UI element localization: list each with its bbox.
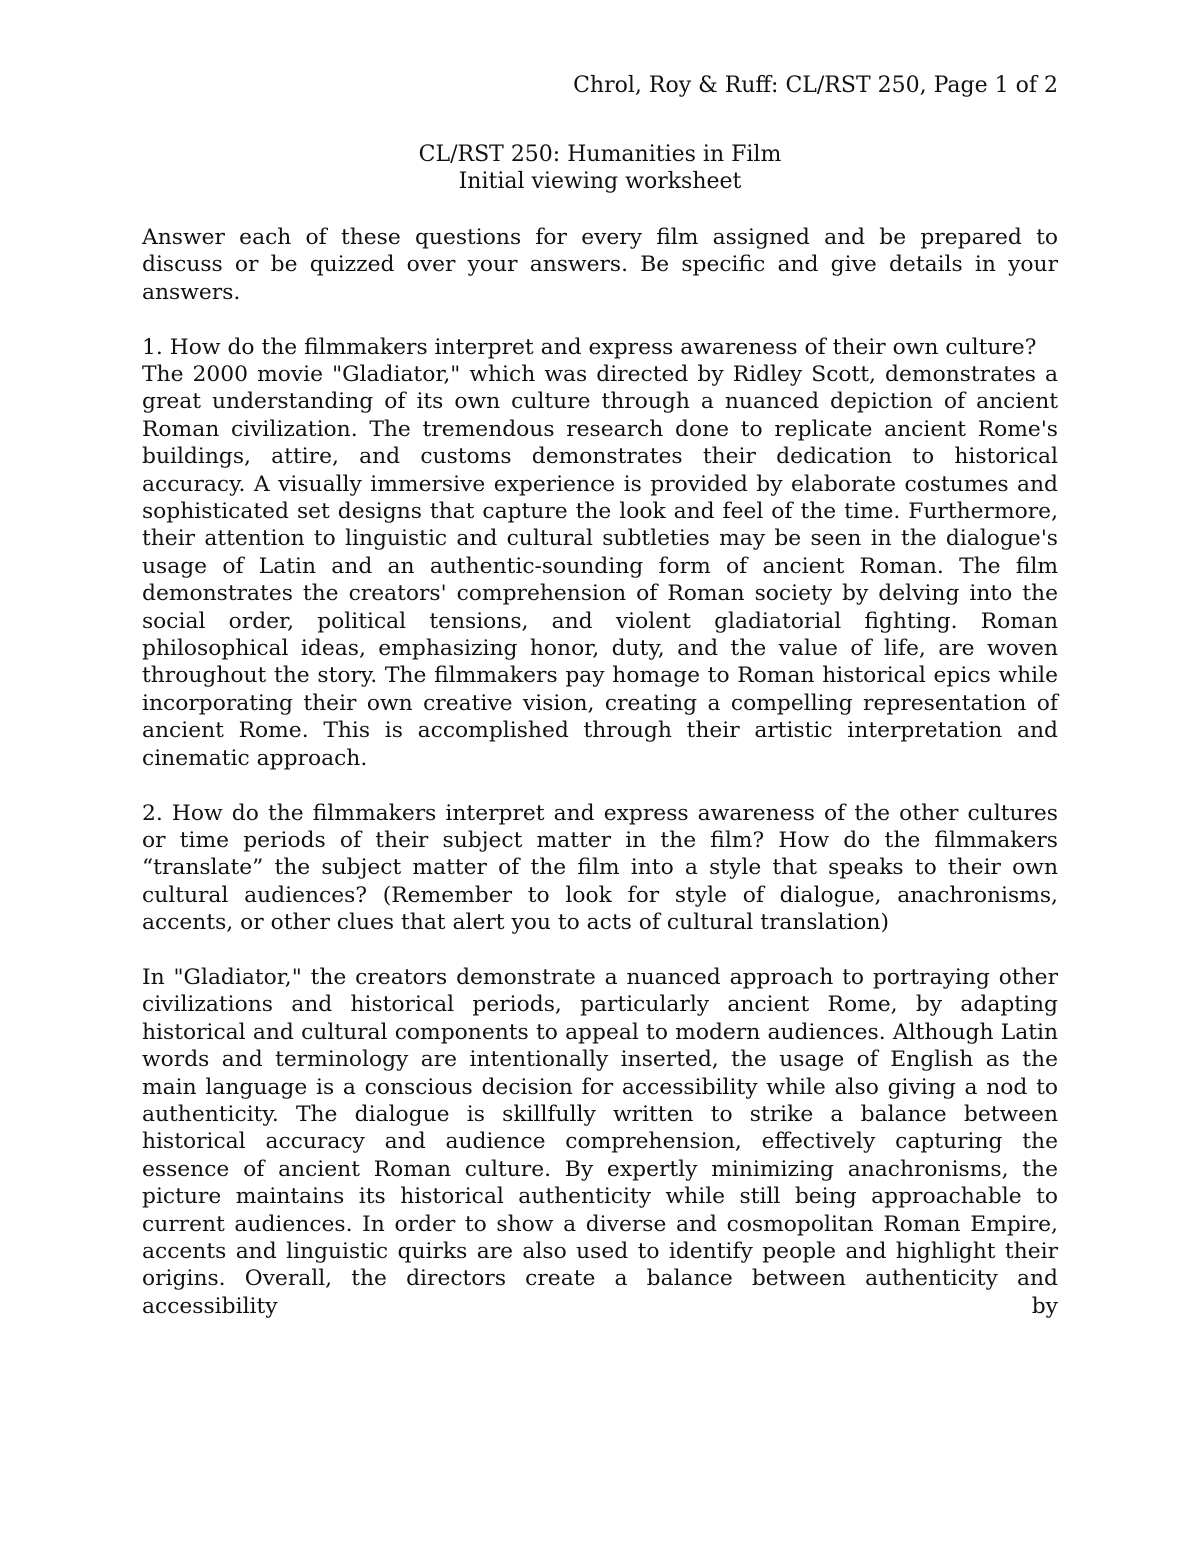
- document-body: [142, 224, 1058, 1320]
- course-title: CL/RST 250: Humanities in Film: [418, 142, 782, 167]
- title-block: [142, 141, 1058, 196]
- question-1-answer: The 2000 movie "Gladiator," which was directed by Ridley Scott, demonstrates a great understanding of its own culture through a nuanced depiction of ancient Roman civilization. The tremendous research done to replicate ancient Rome's buildings, attire, and customs demonstrates their dedication to historical accuracy. A visually immersive experience is provided by elaborate costumes and sophisticated set designs that capture the look and feel of the time. Furthermore, their attention to linguistic and cultural subtleties may be seen in the dialogue's usage of Latin and an authentic-sounding form of ancient Roman. The film demonstrates the creators' comprehension of Roman society by delving into the social order, political tensions, and violent gladiatorial fighting. Roman philosophical ideas, emphasizing honor, duty, and the value of life, are woven throughout the story. The filmmakers pay homage to Roman historical epics while incorporating their own creative vision, creating a compelling representation of ancient Rome. This is accomplished through their artistic interpretation and cinematic approach.: [142, 362, 1058, 771]
- paragraph-spacer: [142, 937, 1058, 964]
- question-1-prompt: 1. How do the filmmakers interpret and express awareness of their own culture?: [142, 334, 1037, 360]
- question-2-answer: In "Gladiator," the creators demonstrate a nuanced approach to portraying other civilizations and historical periods, particularly ancient Rome, by adapting historical and cultural components to appeal to modern audiences. Although Latin words and terminology are intentionally inserted, the usage of English as the main language is a conscious decision for accessibility while also giving a nod to authenticity. The dialogue is skillfully written to strike a balance between historical accuracy and audience comprehension, effectively capturing the essence of ancient Roman culture. By expertly minimizing anachronisms, the picture maintains its historical authenticity while still being approachable to current audiences. In order to show a diverse and cosmopolitan Roman Empire, accents and linguistic quirks are also used to identify people and highlight their origins. Overall, the directors create a balance between authenticity and accessibility by: [142, 964, 1058, 1319]
- paragraph-spacer: [142, 306, 1058, 333]
- question-2-prompt: 2. How do the filmmakers interpret and express awareness of the other cultures or time periods of their subject matter in the film? How do the filmmakers “translate” the subject matter of the film into a style that speaks to their own cultural audiences? (Remember to look for style of dialogue, anachronisms, accents, or other clues that alert you to acts of cultural translation): [142, 800, 1058, 936]
- running-header: Chrol, Roy & Ruff: CL/RST 250, Page 1 of 2: [573, 73, 1058, 98]
- worksheet-subtitle: Initial viewing worksheet: [458, 169, 742, 195]
- paragraph-spacer: [142, 772, 1058, 799]
- instructions-paragraph: Answer each of these questions for every film assigned and be prepared to discuss or be quizzed over your answers. Be specific and give details in your answers.: [142, 225, 1058, 305]
